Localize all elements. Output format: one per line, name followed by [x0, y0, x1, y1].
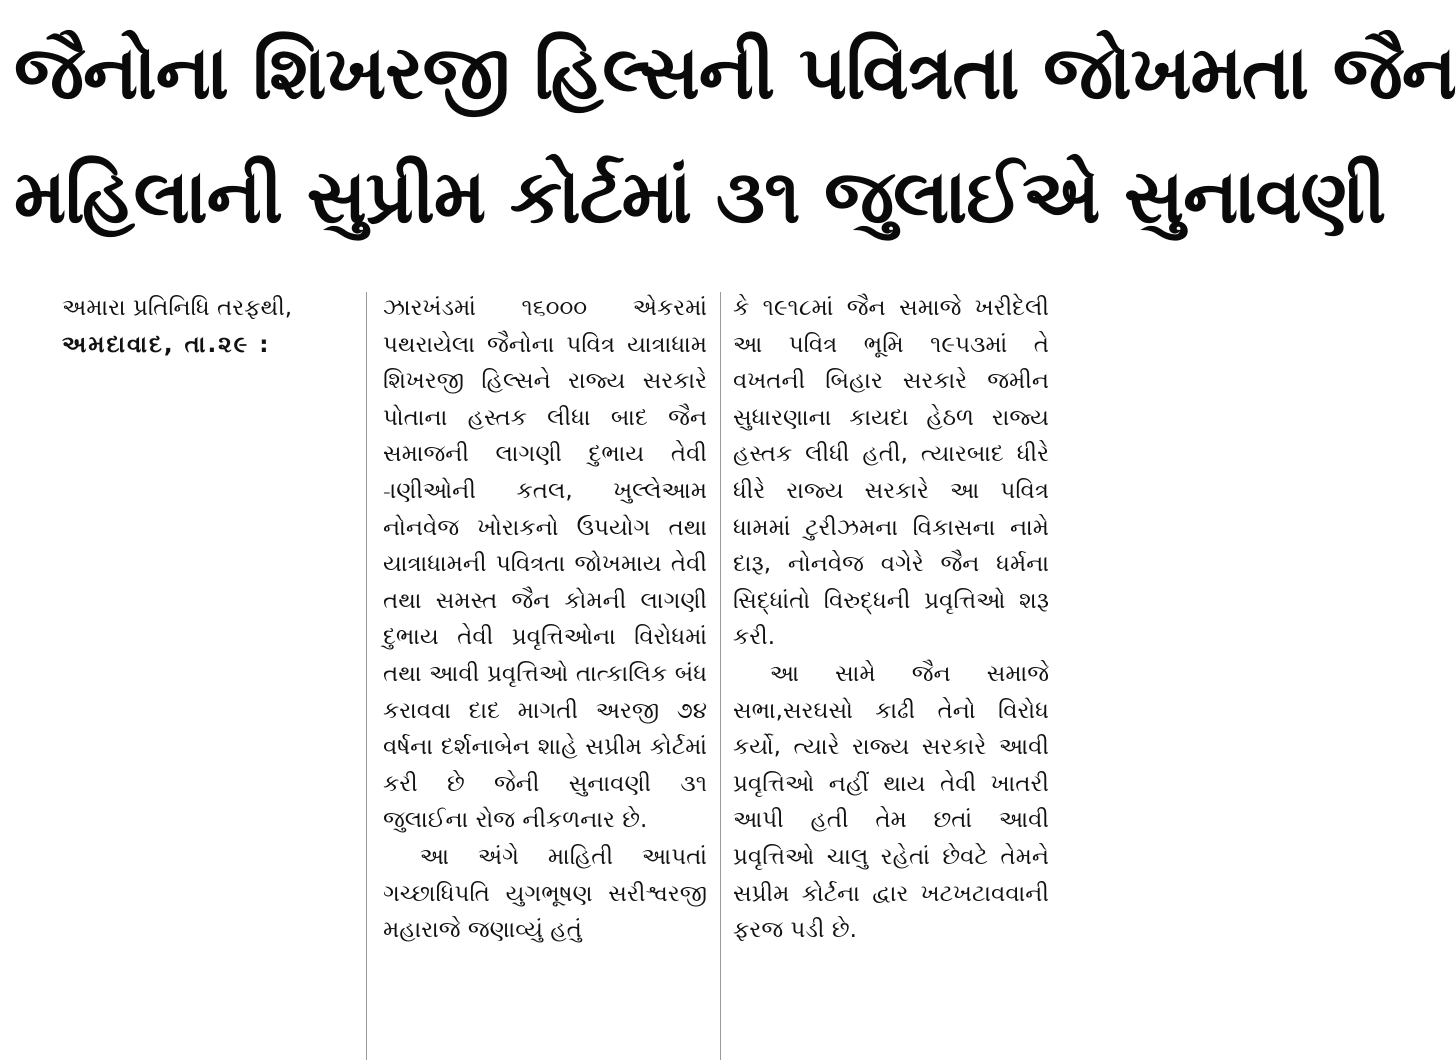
- paragraph: કે ૧૯૧૮માં જૈન સમાજે ખરીદેલી આ પવિત્ર ભૂમિ ૧૯૫૩માં તે વખતની બિહાર સરકારે જમીન સુધારણાના કાયદા હેઠળ રાજ્ય હસ્તક લીધી હતી, ત્યારબાદ ધીરે ધીરે રાજ્ય સરકારે આ પવિત્ર ધામમાં ટુરીઝમના વિકાસના નામે દારૂ, નોનવેજ વગેરે જૈન ધર્મના સિદ્ધાંતો વિરુદ્ધની પ્રવૃત્તિઓ શરૂ કરી.: [733, 295, 1049, 651]
- column-divider: [720, 292, 721, 1060]
- article-column-2: [383, 290, 707, 949]
- paragraph: આ અંગે માહિતી આપતાં ગચ્છાધિપતિ યુગભૂષણ સરીશ્વરજી મહારાજે જણાવ્યું હતું: [383, 843, 707, 944]
- column-divider: [366, 292, 367, 1060]
- paragraph: આ સામે જૈન સમાજે સભા,સરઘસો કાઢી તેનો વિરોધ કર્યો, ત્યારે રાજ્ય સરકારે આવી પ્રવૃત્તિઓ નહીં થાય તેવી ખાતરી આપી હતી તેમ છતાં આવી પ્રવૃત્તિઓ ચાલુ રહેતાં છેવટે તેમને સપ્રીમ કોર્ટના દ્વાર ખટખટાવવાની ફરજ પડી છે.: [733, 660, 1049, 944]
- headline-line-1: જૈનોના શિખરજી હિલ્સની પવિત્રતા જોખમતા જૈન: [14, 30, 1456, 116]
- dateline: અમદાવાદ, તા.૨૯ :: [62, 331, 271, 358]
- headline: [14, 14, 1456, 262]
- article-column-3: [733, 290, 1049, 949]
- headline-line-2: મહિલાની સુપ્રીમ કોર્ટમાં ૩૧ જુલાઈએ સુનાવણી: [14, 154, 1386, 240]
- byline: અમારા પ્રતિનિધિ તરફથી,: [62, 295, 293, 321]
- article-column-1: [62, 290, 354, 363]
- paragraph: ઝારખંડમાં ૧૬૦૦૦ એકરમાં પથરાયેલા જૈનોના પવિત્ર યાત્રાધામ શિખરજી હિલ્સને રાજ્ય સરકારે પોતાના હસ્તક લીધા બાદ જૈન સમાજની લાગણી દુભાય તેવી -ાણીઓની કતલ, ખુલ્લેઆમ નોનવેજ ખોરાકનો ઉપયોગ તથા યાત્રાધામની પવિત્રતા જોખમાય તેવી તથા સમસ્ત જૈન કોમની લાગણી દુભાય તેવી પ્રવૃત્તિઓના વિરોધમાં તથા આવી પ્રવૃત્તિઓ તાત્કાલિક બંધ કરાવવા દાદ માગતી અરજી ૭૪ વર્ષના દર્શનાબેન શાહે સપ્રીમ કોર્ટમાં કરી છે જેની સુનાવણી ૩૧ જુલાઈના રોજ નીકળનાર છે.: [383, 295, 707, 834]
